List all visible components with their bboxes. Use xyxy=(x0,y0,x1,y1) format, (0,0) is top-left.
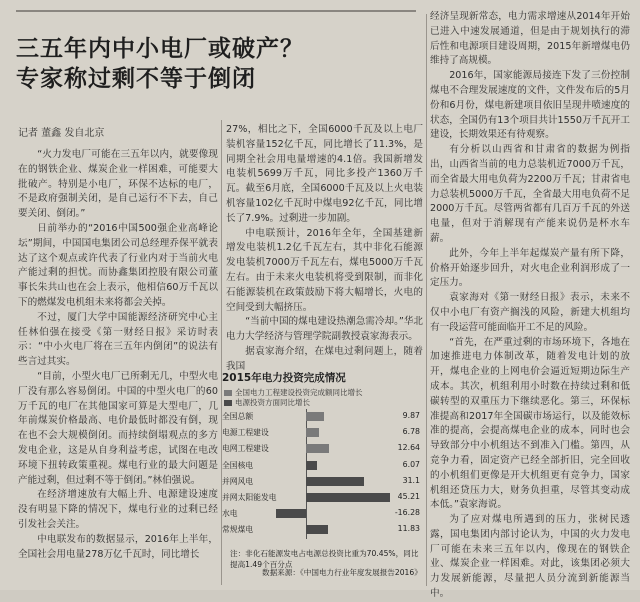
paragraph: 27%，相比之下，全国6000千瓦及以上电厂装机容量152亿千瓦，同比增长了11.3%，是同期全社会用电量增速的4.1倍。我国新增发电装机5699万千瓦，同比多投产1360万千瓦。截至6月底，全国6000千瓦及以上火电装机容量102亿千瓦时中煤电92亿千瓦，同比增长了7.9%。过剩进一步加剧。 xyxy=(226,124,423,224)
column-divider xyxy=(426,14,427,586)
byline: 记者 董鑫 发自北京 xyxy=(18,128,105,139)
headline-line-2: 专家称过剩不等于倒闭 xyxy=(16,66,256,92)
data-label: 45.21 xyxy=(397,492,420,501)
bar xyxy=(306,525,328,534)
top-rule xyxy=(16,10,416,12)
paragraph: 日前举办的“2016中国500强企业高峰论坛”期间，中国国电集团公司总经理乔保平就表达了这个观点或许代表了行业内对于当前火电产能过剩的担忧。而协鑫集团控股有限公司董事长朱共山也在会上表示，他相信60万千瓦以下的燃煤发电机组未来将都会关掉。 xyxy=(18,222,218,308)
legend-label: 电源投资方面同比增长 xyxy=(235,398,310,407)
paragraph: “火力发电厂可能在三五年以内，就要像现在的钢铁企业、煤炭企业一样困难，可能要大批破产。特别是小电厂，环保不达标的电厂，不是政府强制关闭，是自己运行不下去，自己要关闭、倒闭。” xyxy=(18,149,218,220)
category-label: 常规煤电 xyxy=(222,525,254,535)
paragraph: “首先，在严重过剩的市场环境下，各地在加速推进电力体制改革，随着发电计划的放开，煤电企业的上网电价会逼近短期边际生产成本。其次，机组利用小时数在持续过剩和低碳转型的双重压力下继续恶化。第三，环保标准提高和2017年全国碳市场运行，以及能效标准的提高，会提高煤电企业的成本，同时也会导致部分中小机组达不到准入门槛。第四，从竞争力看，固定资产已经全部折旧，完全回收的小机组们更像是开大机组更有竞争力，国家机组还贷压力大，财务负担重，尽管其变动成本低。”袁家海说。 xyxy=(430,336,630,511)
paragraph: 中电联预计，2016年全年，全国基建新增发电装机1.2亿千瓦左右，其中非化石能源发电装机7000万千瓦左右，煤电5000万千瓦左右。由于未来火电装机将受到限制，而非化石能源装机在政策鼓励下将大幅增长，火电的空间受到大幅挤压。 xyxy=(226,227,423,313)
article-column-2 xyxy=(226,123,424,372)
data-label: 9.87 xyxy=(402,411,420,420)
category-label: 并网太阳能发电 xyxy=(222,493,277,502)
paragraph: 经济呈现新常态，电力需求增速从2014年开始已进入中速发展通道，但是由于规划执行的滞后性和电源项目建设周期，2015年新增煤电仍维持了高规模。 xyxy=(430,11,630,67)
category-label: 水电 xyxy=(222,509,238,519)
paragraph: 中电联发布的数据显示，2016年上半年，全国社会用电量278万亿千瓦时，同比增长 xyxy=(18,533,218,560)
data-label: -16.28 xyxy=(394,508,420,518)
article-column-1 xyxy=(18,148,218,588)
category-label: 电网工程建设 xyxy=(222,444,269,454)
data-label: 6.78 xyxy=(402,427,420,437)
data-label: 12.64 xyxy=(397,443,420,453)
paragraph: 此外，今年上半年起煤炭产量有所下降，价格开始逐步回升，对火电企业利润形成了一定压力。 xyxy=(430,247,630,289)
paragraph: 不过，厦门大学中国能源经济研究中心主任林伯强在接受《第一财经日报》采访时表示：“中小火电厂将在三五年内倒闭”的说法有些言过其实。 xyxy=(18,311,218,368)
paragraph: 据袁家海介绍，在煤电过剩问题上，随着我国 xyxy=(226,345,423,372)
bar xyxy=(306,428,319,437)
bar xyxy=(306,461,317,470)
paragraph: “当前中国的煤电建设热潮急需冷却。”华北电力大学经济与管理学院副教授袁家海表示。 xyxy=(226,316,424,343)
category-label: 电源工程建设 xyxy=(222,428,269,438)
investment-bar-chart xyxy=(222,370,424,585)
bar xyxy=(306,493,390,502)
data-label: 31.1 xyxy=(402,475,420,485)
bar xyxy=(306,444,329,453)
legend-label: 全国电力工程建设投资完成额同比增长 xyxy=(235,388,363,397)
category-label: 全国核电 xyxy=(222,460,254,470)
legend-swatch xyxy=(224,390,232,396)
data-label: 6.07 xyxy=(402,459,420,469)
bar xyxy=(306,412,324,421)
legend-item xyxy=(224,397,310,408)
chart-source: 数据来源：《中国电力行业年度发展报告2016》 xyxy=(262,568,422,577)
category-label: 全国总额 xyxy=(222,412,254,421)
headline xyxy=(16,34,416,94)
data-label: 11.83 xyxy=(397,524,420,534)
article-column-3 xyxy=(430,10,630,600)
paragraph: “目前，小型火电厂已所剩无几，中型火电厂没有那么容易倒闭。中国的中型火电厂的60万千瓦的电厂在其他国家可算是大型电厂，几年前煤炭价格最高、电价最低时都没有倒，现在也不会大规模倒闭。而持续倒塌观点的多方发电企业，这是从自身利益考虑，试图在电改环境下扭转政策重视。煤电行业的最大问题是产能过剩，但过剩不等于倒闭。”林伯强说。 xyxy=(18,370,218,486)
bar xyxy=(306,477,364,486)
chart-note: 注：非化石能源发电占电源总投资比重为70.45%，同比提高1.49个百分点 xyxy=(230,549,419,569)
paragraph: 在经济增速放有大幅上升、电源建设速度没有明显下降的情况下，煤电行业的过剩已经引发社会关注。 xyxy=(18,489,218,530)
legend-swatch xyxy=(224,400,232,406)
paragraph: 为了应对煤电所遇到的压力，张树民透露，国电集团内部讨论认为，中国的火力发电厂可能在未来三五年以内，像现在的钢铁企业、煤炭企业一样困难。对此，该集团必须大力发展新能源，尽量把人员分流到新能源当中。 xyxy=(430,514,630,600)
chart-title: 2015年电力投资完成情况 xyxy=(222,372,346,384)
category-label: 并网风电 xyxy=(222,476,254,486)
paragraph: 2016年，国家能源局接连下发了三份控制煤电不合理发展速度的文件，文件发布后的5月份和6月份，煤电新建项目依旧呈现井喷速度的状态，全国仍有13个项目共计1550万千瓦开工建设，长期效果还有待观察。 xyxy=(430,70,630,141)
headline-line-1: 三五年内中小电厂或破产？ xyxy=(16,36,304,62)
paragraph: 袁家海对《第一财经日报》表示，未来不仅中小电厂有资产搁浅的风险，新建大机组均有一段运营可能面临开工不足的风险。 xyxy=(430,292,630,333)
bar xyxy=(276,509,306,518)
paragraph: 有分析以山西省和甘肃省的数据为例指出，山西省当前的电力总装机近7000万千瓦，而全省最大用电负荷为2200万千瓦；甘肃省电力总装机5000万千瓦，全省最大用电负荷不足2000万千瓦。尽管两省都有几百万千瓦的外送电量，但对于消解现有产能来说仍是杯水车薪。 xyxy=(430,144,630,244)
